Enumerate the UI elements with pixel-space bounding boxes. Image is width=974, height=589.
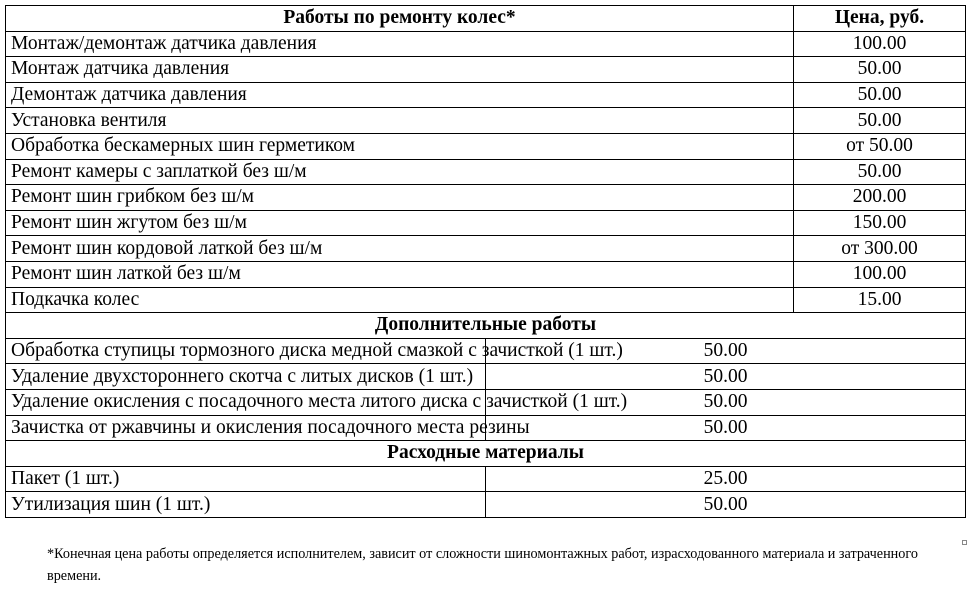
table-row bbox=[6, 389, 966, 415]
service-price: от 50.00 bbox=[794, 133, 966, 159]
table-row bbox=[6, 82, 966, 108]
table-row bbox=[6, 57, 966, 83]
service-price: 150.00 bbox=[794, 210, 966, 236]
service-price: 50.00 bbox=[486, 415, 966, 441]
service-name: Установка вентиля bbox=[6, 108, 794, 134]
section-title-additional: Дополнительные работы bbox=[6, 313, 966, 339]
service-name: Утилизация шин (1 шт.) bbox=[6, 492, 486, 518]
table-row bbox=[6, 287, 966, 313]
service-price: 100.00 bbox=[794, 261, 966, 287]
header-price-label: Цена, руб. bbox=[794, 6, 966, 32]
service-price: от 300.00 bbox=[794, 236, 966, 262]
service-name: Ремонт камеры с заплаткой без ш/м bbox=[6, 159, 794, 185]
service-name: Пакет (1 шт.) bbox=[6, 466, 486, 492]
service-name: Демонтаж датчика давления bbox=[6, 82, 794, 108]
service-name: Ремонт шин кордовой латкой без ш/м bbox=[6, 236, 794, 262]
service-name: Обработка бескамерных шин герметиком bbox=[6, 133, 794, 159]
service-price: 15.00 bbox=[794, 287, 966, 313]
price-list bbox=[5, 5, 966, 518]
service-price: 50.00 bbox=[794, 108, 966, 134]
service-price: 50.00 bbox=[486, 492, 966, 518]
service-price: 50.00 bbox=[794, 57, 966, 83]
service-name: Удаление окисления с посадочного места литого диска с зачисткой (1 шт.) bbox=[6, 389, 486, 415]
service-name: Удаление двухстороннего скотча с литых дисков (1 шт.) bbox=[6, 364, 486, 390]
service-name: Подкачка колес bbox=[6, 287, 794, 313]
service-price: 50.00 bbox=[486, 338, 966, 364]
table-header-row bbox=[6, 6, 966, 32]
service-name: Обработка ступицы тормозного диска медной смазкой с зачисткой (1 шт.) bbox=[6, 338, 486, 364]
service-price: 100.00 bbox=[794, 31, 966, 57]
table-row bbox=[6, 159, 966, 185]
table-row bbox=[6, 210, 966, 236]
wheel-repair-table bbox=[5, 5, 966, 313]
service-name: Ремонт шин латкой без ш/м bbox=[6, 261, 794, 287]
section-title-materials: Расходные материалы bbox=[6, 441, 966, 467]
service-price: 50.00 bbox=[486, 364, 966, 390]
resize-handle-icon bbox=[962, 540, 967, 545]
footnote: *Конечная цена работы определяется исполнителем, зависит от сложности шиномонтажных работ, израсходованного материала и затраченного времени. bbox=[47, 546, 918, 584]
table-row bbox=[6, 364, 966, 390]
materials-table bbox=[5, 440, 966, 518]
header-title: Работы по ремонту колес* bbox=[6, 6, 794, 32]
service-price: 50.00 bbox=[794, 82, 966, 108]
table-row bbox=[6, 133, 966, 159]
table-row bbox=[6, 108, 966, 134]
table-row bbox=[6, 492, 966, 518]
service-name: Монтаж датчика давления bbox=[6, 57, 794, 83]
table-row bbox=[6, 338, 966, 364]
table-row bbox=[6, 466, 966, 492]
service-name: Монтаж/демонтаж датчика давления bbox=[6, 31, 794, 57]
service-name: Ремонт шин грибком без ш/м bbox=[6, 185, 794, 211]
service-price: 200.00 bbox=[794, 185, 966, 211]
table-row bbox=[6, 185, 966, 211]
section-header-row bbox=[6, 313, 966, 339]
service-price: 50.00 bbox=[794, 159, 966, 185]
service-price: 50.00 bbox=[486, 389, 966, 415]
section-header-row bbox=[6, 441, 966, 467]
table-row bbox=[6, 31, 966, 57]
service-price: 25.00 bbox=[486, 466, 966, 492]
service-name: Ремонт шин жгутом без ш/м bbox=[6, 210, 794, 236]
table-row bbox=[6, 261, 966, 287]
table-row bbox=[6, 415, 966, 441]
service-name: Зачистка от ржавчины и окисления посадочного места резины bbox=[6, 415, 486, 441]
table-row bbox=[6, 236, 966, 262]
additional-works-table bbox=[5, 312, 966, 441]
